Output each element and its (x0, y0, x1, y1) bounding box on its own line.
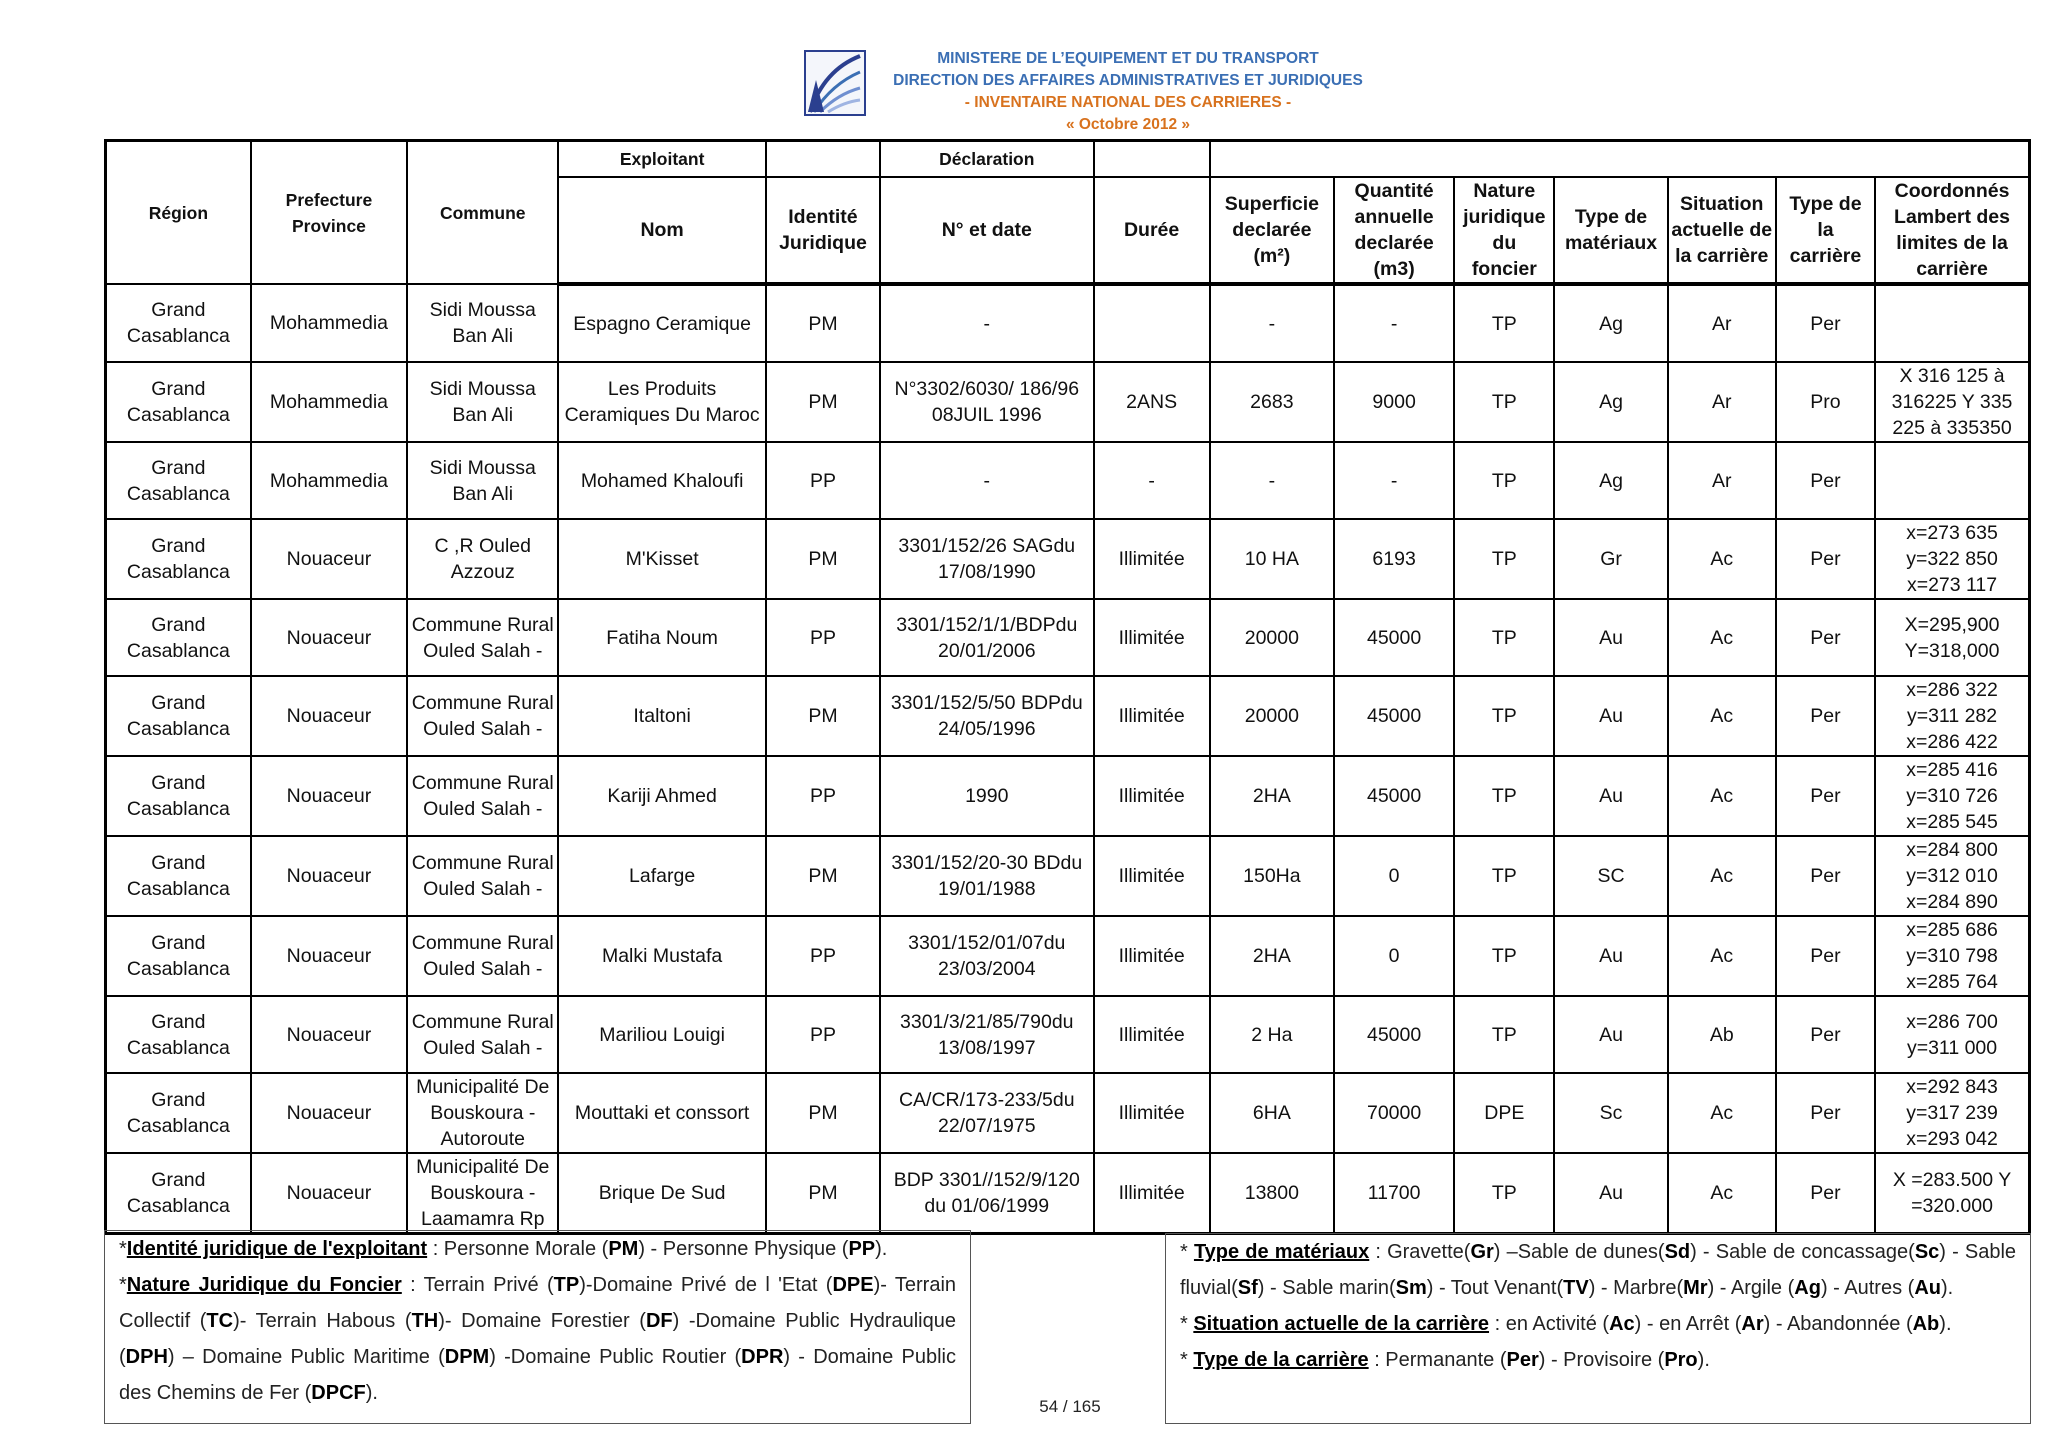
legend-text: )- Terrain Habous ( (233, 1310, 412, 1332)
cell-situation: Ac (1668, 916, 1776, 996)
cell-identite: PM (766, 519, 880, 599)
cell-superficie: 2 Ha (1210, 996, 1334, 1073)
cell-region: Grand Casablanca (106, 1073, 251, 1153)
legend-abbreviation: Ab (1912, 1313, 1940, 1335)
legend-key-term: Identité juridique de l'exploitant (126, 1238, 428, 1260)
cell-region: Grand Casablanca (106, 519, 251, 599)
table-row (106, 756, 2030, 836)
cell-commune: Commune Rural Ouled Salah - (407, 916, 558, 996)
legend-abbreviation: DPH (125, 1346, 168, 1368)
cell-numero: CA/CR/173-233/5du 22/07/1975 (880, 1073, 1093, 1153)
cell-quantite: 9000 (1334, 362, 1454, 442)
cell-numero: - (880, 284, 1093, 362)
table-row (106, 362, 2030, 442)
cell-nom: Kariji Ahmed (558, 756, 765, 836)
cell-superficie: 2HA (1210, 916, 1334, 996)
cell-superficie: 2683 (1210, 362, 1334, 442)
cell-identite: PM (766, 676, 880, 756)
cell-prefecture: Nouaceur (251, 1153, 407, 1234)
header-direction: DIRECTION DES AFFAIRES ADMINISTRATIVES ET JURIDIQUES (893, 72, 1363, 89)
table-row (106, 442, 2030, 519)
legend-text: : Permanante ( (1368, 1349, 1507, 1371)
cell-superficie: - (1210, 284, 1334, 362)
cell-commune: C ,R Ouled Azzouz (407, 519, 558, 599)
group-header-declaration: Déclaration (880, 141, 1093, 178)
cell-nature: TP (1454, 756, 1554, 836)
col-header-coordonnees: Coordonnés Lambert des limites de la carrière (1875, 177, 2029, 284)
col-header-duree: Durée (1094, 177, 1210, 284)
cell-commune: Commune Rural Ouled Salah - (407, 756, 558, 836)
legend-abbreviation: Pro (1664, 1349, 1698, 1371)
cell-nature: TP (1454, 599, 1554, 676)
cell-prefecture: Nouaceur (251, 599, 407, 676)
legend-text: ). (365, 1382, 378, 1404)
header-date: « Octobre 2012 » (1065, 116, 1191, 133)
table-row (106, 1073, 2030, 1153)
legend-text: * (1180, 1349, 1194, 1371)
cell-prefecture: Nouaceur (251, 996, 407, 1073)
legend-right-box (1165, 1233, 2031, 1424)
cell-situation: Ac (1668, 836, 1776, 916)
cell-nom: Malki Mustafa (558, 916, 765, 996)
header-ministry: MINISTERE DE L’EQUIPEMENT ET DU TRANSPORT (937, 50, 1319, 67)
cell-numero: N°3302/6030/ 186/96 08JUIL 1996 (880, 362, 1093, 442)
cell-coord: X=295,900 Y=318,000 (1875, 599, 2029, 676)
cell-region: Grand Casablanca (106, 836, 251, 916)
cell-nature: TP (1454, 442, 1554, 519)
cell-duree (1094, 284, 1210, 362)
col-header-numero: N° et date (880, 177, 1093, 284)
cell-region: Grand Casablanca (106, 1153, 251, 1234)
cell-region: Grand Casablanca (106, 599, 251, 676)
cell-numero: - (880, 442, 1093, 519)
cell-region: Grand Casablanca (106, 676, 251, 756)
cell-prefecture: Nouaceur (251, 519, 407, 599)
cell-identite: PM (766, 362, 880, 442)
cell-region: Grand Casablanca (106, 756, 251, 836)
cell-duree: Illimitée (1094, 1153, 1210, 1234)
legend-left-paragraph (119, 1267, 956, 1411)
cell-situation: Ar (1668, 442, 1776, 519)
legend-text: ). (1939, 1313, 1952, 1335)
cell-situation: Ac (1668, 1073, 1776, 1153)
cell-type-mat: SC (1554, 836, 1667, 916)
cell-situation: Ac (1668, 756, 1776, 836)
table-row (106, 284, 2030, 362)
cell-coord: x=286 322 y=311 282 x=286 422 (1875, 676, 2029, 756)
group-header-blank (1210, 141, 2030, 178)
cell-type-mat: Au (1554, 676, 1667, 756)
legend-abbreviation: Sm (1395, 1277, 1427, 1299)
legend-text: ) - Sable de concassage( (1690, 1241, 1915, 1263)
legend-abbreviation: Per (1506, 1349, 1539, 1371)
cell-nature: DPE (1454, 1073, 1554, 1153)
cell-coord: x=292 843 y=317 239 x=293 042 (1875, 1073, 2029, 1153)
legend-abbreviation: DPM (444, 1346, 490, 1368)
legend-abbreviation: PM (608, 1238, 639, 1260)
cell-duree: Illimitée (1094, 1073, 1210, 1153)
cell-numero: 3301/152/20-30 BDdu 19/01/1988 (880, 836, 1093, 916)
cell-superficie: - (1210, 442, 1334, 519)
table-row (106, 1153, 2030, 1234)
cell-nature: TP (1454, 284, 1554, 362)
legend-text: ) - Abandonnée ( (1763, 1313, 1913, 1335)
cell-commune: Sidi Moussa Ban Ali (407, 362, 558, 442)
legend-key-term: Situation actuelle de la carrière (1193, 1313, 1490, 1335)
cell-region: Grand Casablanca (106, 442, 251, 519)
cell-prefecture: Nouaceur (251, 916, 407, 996)
legend-left-paragraph (119, 1231, 956, 1267)
cell-numero: 3301/152/26 SAGdu 17/08/1990 (880, 519, 1093, 599)
legend-abbreviation: Ag (1794, 1277, 1821, 1299)
legend-text: )- Terrain Collectif ( (119, 1274, 957, 1332)
legend-text: ). (1697, 1349, 1710, 1371)
cell-quantite: 11700 (1334, 1153, 1454, 1234)
legend-text: ). (875, 1238, 888, 1260)
cell-nom: Mouttaki et conssort (558, 1073, 765, 1153)
legend-abbreviation: Sc (1914, 1241, 1940, 1263)
cell-type-carr: Per (1776, 519, 1875, 599)
document-header (868, 48, 1388, 136)
cell-nom: Les Produits Ceramiques Du Maroc (558, 362, 765, 442)
cell-duree: Illimitée (1094, 996, 1210, 1073)
cell-numero: 3301/152/1/1/BDPdu 20/01/2006 (880, 599, 1093, 676)
table-row (106, 519, 2030, 599)
cell-region: Grand Casablanca (106, 362, 251, 442)
legend-abbreviation: Sd (1664, 1241, 1691, 1263)
legend-text: ) - Marbre( (1588, 1277, 1684, 1299)
group-header-blank (766, 141, 880, 178)
legend-text: ) - Autres ( (1820, 1277, 1915, 1299)
cell-situation: Ac (1668, 519, 1776, 599)
legend-abbreviation: TV (1563, 1277, 1589, 1299)
legend-text: ) - Provisoire ( (1538, 1349, 1665, 1371)
cell-type-carr: Per (1776, 284, 1875, 362)
legend-abbreviation: TH (411, 1310, 439, 1332)
cell-nom: Espagno Ceramique (558, 284, 765, 362)
table-row (106, 916, 2030, 996)
cell-situation: Ac (1668, 676, 1776, 756)
legend-key-term: Nature Juridique du Foncier (126, 1274, 402, 1296)
legend-text: ) - Tout Venant( (1426, 1277, 1564, 1299)
cell-type-carr: Per (1776, 1073, 1875, 1153)
cell-quantite: - (1334, 284, 1454, 362)
header-inventory: - INVENTAIRE NATIONAL DES CARRIERES - (964, 94, 1292, 111)
legend-text: )-Domaine Privé de l 'Etat ( (579, 1274, 833, 1296)
cell-coord: x=273 635 y=322 850 x=273 117 (1875, 519, 2029, 599)
legend-abbreviation: Au (1914, 1277, 1941, 1299)
cell-identite: PM (766, 1073, 880, 1153)
col-header-nature: Nature juridique du foncier (1454, 177, 1554, 284)
legend-abbreviation: TC (206, 1310, 234, 1332)
cell-identite: PP (766, 442, 880, 519)
cell-quantite: 45000 (1334, 599, 1454, 676)
cell-nom: M'Kisset (558, 519, 765, 599)
cell-situation: Ar (1668, 284, 1776, 362)
cell-quantite: 6193 (1334, 519, 1454, 599)
cell-numero: 1990 (880, 756, 1093, 836)
legend-text: * (1180, 1241, 1194, 1263)
cell-nom: Mohamed Khaloufi (558, 442, 765, 519)
col-header-identite: Identité Juridique (766, 177, 880, 284)
col-header-commune: Commune (407, 141, 558, 285)
cell-nature: TP (1454, 519, 1554, 599)
cell-commune: Commune Rural Ouled Salah - (407, 996, 558, 1073)
cell-situation: Ab (1668, 996, 1776, 1073)
cell-type-carr: Per (1776, 836, 1875, 916)
legend-text: ) - Sable fluvial( (1180, 1241, 2017, 1299)
table-row (106, 599, 2030, 676)
cell-region: Grand Casablanca (106, 996, 251, 1073)
cell-quantite: 70000 (1334, 1073, 1454, 1153)
col-header-situation: Situation actuelle de la carrière (1668, 177, 1776, 284)
cell-commune: Municipalité De Bouskoura - Autoroute (407, 1073, 558, 1153)
cell-nom: Brique De Sud (558, 1153, 765, 1234)
cell-quantite: 45000 (1334, 756, 1454, 836)
cell-coord: x=284 800 y=312 010 x=284 890 (1875, 836, 2029, 916)
legend-abbreviation: DPR (741, 1346, 784, 1368)
legend-text: ). (1940, 1277, 1954, 1299)
legend-text: ) -Domaine Public Routier ( (489, 1346, 742, 1368)
quarry-inventory-table (104, 139, 2031, 1235)
cell-prefecture: Mohammedia (251, 362, 407, 442)
legend-right-paragraph (1180, 1342, 2016, 1378)
cell-region: Grand Casablanca (106, 916, 251, 996)
cell-type-carr: Per (1776, 599, 1875, 676)
cell-type-carr: Per (1776, 996, 1875, 1073)
cell-quantite: 0 (1334, 916, 1454, 996)
cell-nature: TP (1454, 836, 1554, 916)
legend-text: ) -Domaine Public Hydraulique ( (119, 1310, 956, 1368)
table-row (106, 676, 2030, 756)
cell-nom: Mariliou Louigi (558, 996, 765, 1073)
legend-text: ) –Sable de dunes( (1493, 1241, 1665, 1263)
legend-text: : Terrain Privé ( (401, 1274, 554, 1296)
cell-prefecture: Mohammedia (251, 284, 407, 362)
legend-abbreviation: TP (553, 1274, 580, 1296)
cell-identite: PP (766, 996, 880, 1073)
col-header-superficie: Superficie declarée (m²) (1210, 177, 1334, 284)
cell-superficie: 10 HA (1210, 519, 1334, 599)
col-header-type-materiaux: Type de matériaux (1554, 177, 1667, 284)
cell-numero: 3301/3/21/85/790du 13/08/1997 (880, 996, 1093, 1073)
cell-nature: TP (1454, 916, 1554, 996)
legend-abbreviation: DPE (832, 1274, 874, 1296)
legend-right-paragraph (1180, 1306, 2016, 1342)
legend-abbreviation: Ar (1741, 1313, 1764, 1335)
cell-type-carr: Per (1776, 676, 1875, 756)
cell-coord (1875, 284, 2029, 362)
page-number: 54 / 165 (1039, 1397, 1101, 1416)
cell-type-carr: Pro (1776, 362, 1875, 442)
legend-abbreviation: Mr (1683, 1277, 1708, 1299)
cell-duree: Illimitée (1094, 836, 1210, 916)
cell-commune: Municipalité De Bouskoura - Laamamra Rp (407, 1153, 558, 1234)
cell-coord: x=285 416 y=310 726 x=285 545 (1875, 756, 2029, 836)
cell-numero: 3301/152/5/50 BDPdu 24/05/1996 (880, 676, 1093, 756)
legend-text: ) - Personne Physique ( (638, 1238, 849, 1260)
cell-region: Grand Casablanca (106, 284, 251, 362)
cell-prefecture: Nouaceur (251, 836, 407, 916)
cell-nature: TP (1454, 676, 1554, 756)
legend-left-box (104, 1230, 971, 1424)
legend-right-paragraph (1180, 1234, 2016, 1306)
cell-prefecture: Nouaceur (251, 756, 407, 836)
cell-commune: Commune Rural Ouled Salah - (407, 599, 558, 676)
cell-type-mat: Au (1554, 1153, 1667, 1234)
legend-abbreviation: Sf (1237, 1277, 1258, 1299)
cell-commune: Commune Rural Ouled Salah - (407, 676, 558, 756)
cell-duree: Illimitée (1094, 676, 1210, 756)
cell-type-mat: Sc (1554, 1073, 1667, 1153)
cell-duree: 2ANS (1094, 362, 1210, 442)
cell-situation: Ac (1668, 1153, 1776, 1234)
group-header-blank (1094, 141, 1210, 178)
cell-quantite: - (1334, 442, 1454, 519)
group-header-exploitant: Exploitant (558, 141, 765, 178)
cell-duree: Illimitée (1094, 916, 1210, 996)
legend-text: ) - Domaine Public des Chemins de Fer ( (119, 1346, 956, 1404)
cell-identite: PM (766, 1153, 880, 1234)
cell-superficie: 2HA (1210, 756, 1334, 836)
legend-text: )- Domaine Forestier ( (438, 1310, 646, 1332)
legend-text: * (119, 1238, 127, 1260)
cell-situation: Ac (1668, 599, 1776, 676)
cell-duree: Illimitée (1094, 756, 1210, 836)
col-header-nom: Nom (558, 177, 765, 284)
cell-type-mat: Au (1554, 996, 1667, 1073)
cell-type-carr: Per (1776, 1153, 1875, 1234)
cell-type-carr: Per (1776, 442, 1875, 519)
legend-text: : en Activité ( (1489, 1313, 1610, 1335)
legend-text: ) - Argile ( (1707, 1277, 1795, 1299)
legend-text: : Personne Morale ( (427, 1238, 609, 1260)
cell-nature: TP (1454, 1153, 1554, 1234)
cell-commune: Commune Rural Ouled Salah - (407, 836, 558, 916)
legend-abbreviation: Ac (1609, 1313, 1635, 1335)
cell-duree: - (1094, 442, 1210, 519)
legend-abbreviation: PP (848, 1238, 876, 1260)
cell-coord (1875, 442, 2029, 519)
cell-superficie: 150Ha (1210, 836, 1334, 916)
cell-type-carr: Per (1776, 756, 1875, 836)
col-header-region: Région (106, 141, 251, 285)
cell-coord: x=286 700 y=311 000 (1875, 996, 2029, 1073)
cell-superficie: 20000 (1210, 676, 1334, 756)
cell-type-mat: Ag (1554, 284, 1667, 362)
cell-duree: Illimitée (1094, 519, 1210, 599)
cell-quantite: 0 (1334, 836, 1454, 916)
cell-quantite: 45000 (1334, 996, 1454, 1073)
cell-identite: PP (766, 756, 880, 836)
cell-identite: PM (766, 284, 880, 362)
ministry-logo-icon (804, 50, 866, 116)
cell-type-carr: Per (1776, 916, 1875, 996)
cell-identite: PP (766, 916, 880, 996)
table-row (106, 836, 2030, 916)
legend-abbreviation: Gr (1470, 1241, 1494, 1263)
legend-key-term: Type de matériaux (1193, 1241, 1370, 1263)
table-row (106, 996, 2030, 1073)
col-header-quantite: Quantité annuelle declarée (m3) (1334, 177, 1454, 284)
legend-text: ) – Domaine Public Maritime ( (167, 1346, 445, 1368)
cell-prefecture: Nouaceur (251, 676, 407, 756)
cell-nature: TP (1454, 362, 1554, 442)
cell-superficie: 6HA (1210, 1073, 1334, 1153)
legend-key-term: Type de la carrière (1193, 1349, 1369, 1371)
cell-numero: 3301/152/01/07du 23/03/2004 (880, 916, 1093, 996)
cell-type-mat: Au (1554, 599, 1667, 676)
cell-type-mat: Ag (1554, 362, 1667, 442)
cell-nature: TP (1454, 996, 1554, 1073)
legend-text: * (119, 1274, 127, 1296)
cell-superficie: 20000 (1210, 599, 1334, 676)
cell-prefecture: Mohammedia (251, 442, 407, 519)
cell-identite: PP (766, 599, 880, 676)
cell-nom: Fatiha Noum (558, 599, 765, 676)
cell-duree: Illimitée (1094, 599, 1210, 676)
cell-type-mat: Gr (1554, 519, 1667, 599)
cell-nom: Italtoni (558, 676, 765, 756)
cell-type-mat: Au (1554, 916, 1667, 996)
cell-commune: Sidi Moussa Ban Ali (407, 284, 558, 362)
cell-commune: Sidi Moussa Ban Ali (407, 442, 558, 519)
cell-coord: x=285 686 y=310 798 x=285 764 (1875, 916, 2029, 996)
cell-quantite: 45000 (1334, 676, 1454, 756)
col-header-type-carriere: Type de la carrière (1776, 177, 1875, 284)
cell-coord: X 316 125 à 316225 Y 335 225 à 335350 (1875, 362, 2029, 442)
cell-identite: PM (766, 836, 880, 916)
cell-numero: BDP 3301//152/9/120 du 01/06/1999 (880, 1153, 1093, 1234)
cell-superficie: 13800 (1210, 1153, 1334, 1234)
cell-coord: X =283.500 Y =320.000 (1875, 1153, 2029, 1234)
legend-text: ) - en Arrêt ( (1634, 1313, 1742, 1335)
legend-abbreviation: DF (645, 1310, 673, 1332)
cell-prefecture: Nouaceur (251, 1073, 407, 1153)
legend-text: * (1180, 1313, 1194, 1335)
cell-type-mat: Ag (1554, 442, 1667, 519)
legend-text: : Gravette( (1369, 1241, 1471, 1263)
cell-nom: Lafarge (558, 836, 765, 916)
col-header-prefecture: Prefecture Province (251, 141, 407, 285)
legend-text: ) - Sable marin( (1257, 1277, 1396, 1299)
cell-situation: Ar (1668, 362, 1776, 442)
legend-abbreviation: DPCF (311, 1382, 366, 1404)
cell-type-mat: Au (1554, 756, 1667, 836)
